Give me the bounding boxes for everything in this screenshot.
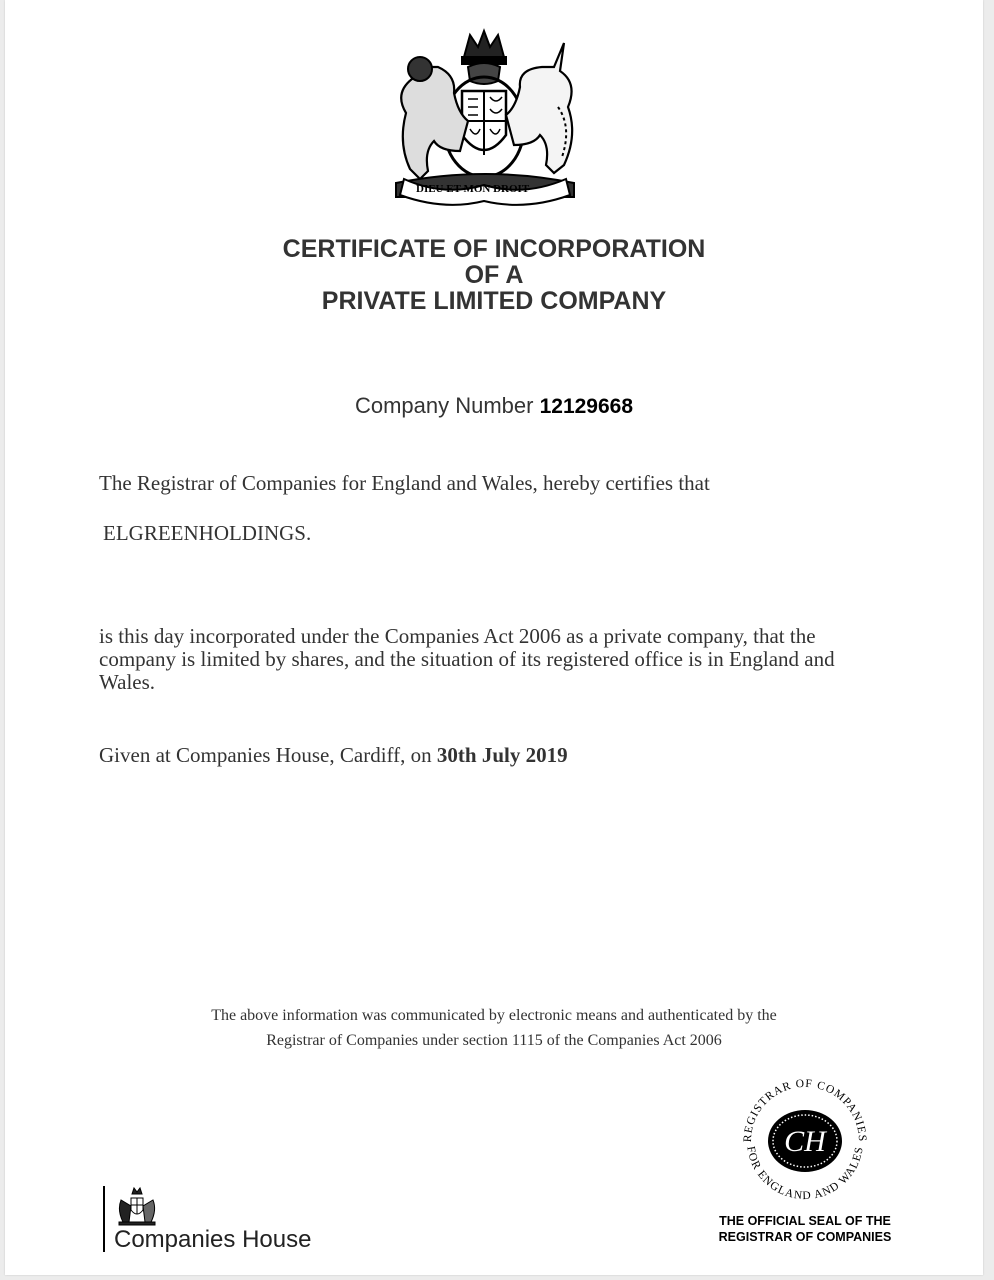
royal-coat-of-arms-icon (382, 27, 587, 207)
authentication-note (5, 1003, 983, 1053)
logo-divider (103, 1186, 105, 1252)
company-number (5, 393, 983, 419)
given-statement (99, 743, 568, 768)
incorporation-date: 30th July 2019 (436, 743, 568, 767)
seal-caption-line-1: THE OFFICIAL SEAL OF THE (719, 1214, 891, 1228)
registrar-seal-icon (734, 1070, 876, 1212)
incorporation-statement: is this day incorporated under the Companies Act 2006 as a private company, that the company is limited by shares, and the situation of its registered office is in England and Wales. (99, 624, 835, 694)
certificate-title (5, 236, 983, 314)
svg-text:REGISTRAR OF COMPANIES: REGISTRAR OF COMPANIES (741, 1077, 869, 1143)
company-name: ELGREENHOLDINGS. (103, 521, 312, 545)
company-number-value: 12129668 (539, 395, 634, 418)
certificate-page (5, 0, 983, 1275)
company-number-label: Company Number (354, 393, 534, 418)
seal-caption-line-2: REGISTRAR OF COMPANIES (718, 1230, 892, 1244)
title-line-1: CERTIFICATE OF INCORPORATION (282, 235, 706, 263)
certifies-statement: The Registrar of Companies for England and Wales, hereby certifies that (99, 471, 710, 495)
svg-text:DIEU ET MON DROIT: DIEU ET MON DROIT (416, 183, 530, 195)
svg-text:CH: CH (784, 1125, 826, 1158)
authentication-note-line-2: Registrar of Companies under section 1115 of the Companies Act 2006 (266, 1032, 722, 1049)
authentication-note-line-1: The above information was communicated by electronic means and authenticated by the (211, 1007, 777, 1024)
companies-house-wordmark: Companies House (114, 1226, 312, 1253)
svg-text:FOR ENGLAND AND WALES: FOR ENGLAND AND WALES (744, 1145, 866, 1203)
title-line-2: OF A (464, 261, 524, 289)
title-line-3: PRIVATE LIMITED COMPANY (321, 287, 667, 315)
given-prefix: Given at Companies House, Cardiff, on (99, 743, 432, 767)
seal-caption (685, 1213, 925, 1245)
crest-small-icon (115, 1186, 159, 1226)
